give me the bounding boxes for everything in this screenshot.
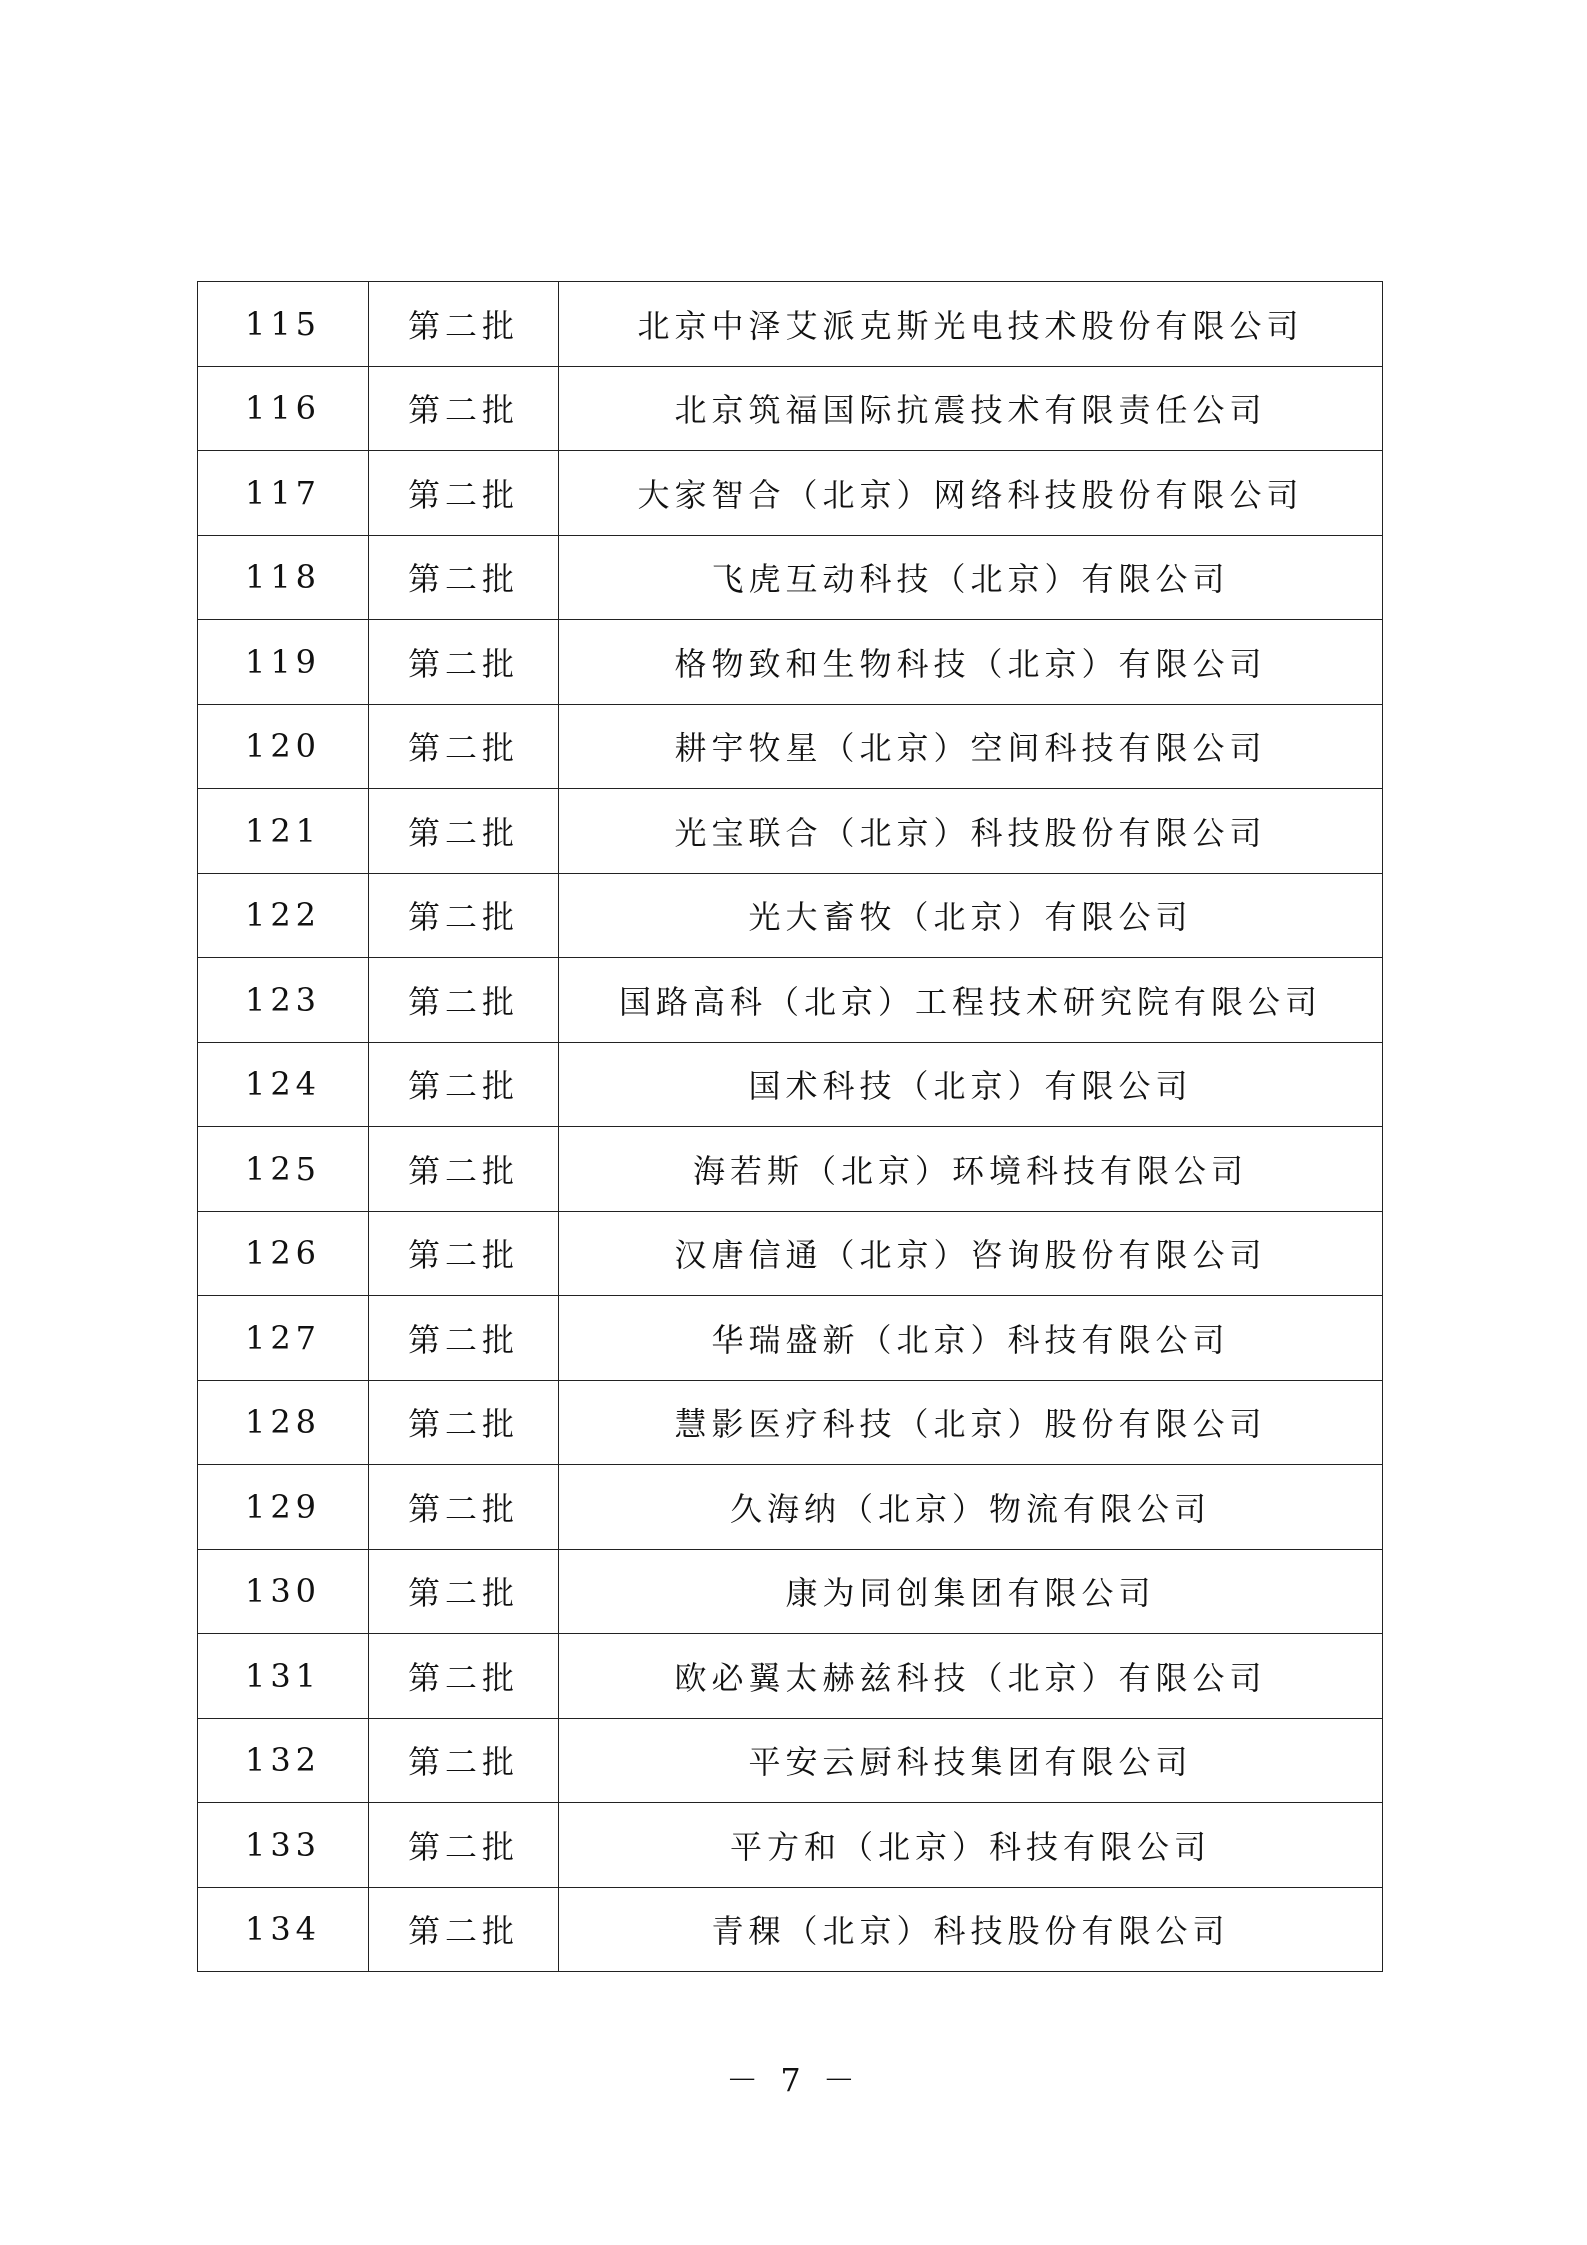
row-number: 123	[198, 958, 369, 1043]
row-company: 北京筑福国际抗震技术有限责任公司	[559, 366, 1383, 451]
row-batch: 第二批	[369, 704, 559, 789]
row-company: 慧影医疗科技（北京）股份有限公司	[559, 1380, 1383, 1465]
row-company: 光宝联合（北京）科技股份有限公司	[559, 789, 1383, 874]
row-company: 汉唐信通（北京）咨询股份有限公司	[559, 1211, 1383, 1296]
row-number: 119	[198, 620, 369, 705]
row-number: 131	[198, 1634, 369, 1719]
table-row	[198, 282, 1383, 367]
row-company: 康为同创集团有限公司	[559, 1549, 1383, 1634]
table-row	[198, 1211, 1383, 1296]
row-company: 青稞（北京）科技股份有限公司	[559, 1887, 1383, 1972]
row-company: 欧必翼太赫兹科技（北京）有限公司	[559, 1634, 1383, 1719]
row-batch: 第二批	[369, 535, 559, 620]
row-company: 光大畜牧（北京）有限公司	[559, 873, 1383, 958]
row-company: 平方和（北京）科技有限公司	[559, 1803, 1383, 1888]
row-number: 115	[198, 282, 369, 367]
table-row	[198, 451, 1383, 536]
row-company: 北京中泽艾派克斯光电技术股份有限公司	[559, 282, 1383, 367]
table-row	[198, 704, 1383, 789]
row-number: 128	[198, 1380, 369, 1465]
row-batch: 第二批	[369, 1887, 559, 1972]
row-batch: 第二批	[369, 958, 559, 1043]
row-batch: 第二批	[369, 1549, 559, 1634]
row-batch: 第二批	[369, 1127, 559, 1212]
company-list-table	[197, 281, 1383, 1972]
row-company: 海若斯（北京）环境科技有限公司	[559, 1127, 1383, 1212]
row-number: 121	[198, 789, 369, 874]
table-row	[198, 1549, 1383, 1634]
row-number: 124	[198, 1042, 369, 1127]
row-number: 130	[198, 1549, 369, 1634]
table-body	[198, 282, 1383, 1972]
row-company: 耕宇牧星（北京）空间科技有限公司	[559, 704, 1383, 789]
row-number: 126	[198, 1211, 369, 1296]
row-number: 116	[198, 366, 369, 451]
row-number: 132	[198, 1718, 369, 1803]
row-company: 国术科技（北京）有限公司	[559, 1042, 1383, 1127]
row-company: 国路高科（北京）工程技术研究院有限公司	[559, 958, 1383, 1043]
row-batch: 第二批	[369, 789, 559, 874]
row-batch: 第二批	[369, 1803, 559, 1888]
row-number: 125	[198, 1127, 369, 1212]
row-batch: 第二批	[369, 1465, 559, 1550]
table-row	[198, 1887, 1383, 1972]
row-batch: 第二批	[369, 1718, 559, 1803]
table-row	[198, 1634, 1383, 1719]
row-company: 大家智合（北京）网络科技股份有限公司	[559, 451, 1383, 536]
row-company: 平安云厨科技集团有限公司	[559, 1718, 1383, 1803]
table-row	[198, 1803, 1383, 1888]
row-batch: 第二批	[369, 366, 559, 451]
row-company: 久海纳（北京）物流有限公司	[559, 1465, 1383, 1550]
row-batch: 第二批	[369, 1634, 559, 1719]
table-row	[198, 620, 1383, 705]
row-batch: 第二批	[369, 873, 559, 958]
table-row	[198, 1296, 1383, 1381]
row-batch: 第二批	[369, 1211, 559, 1296]
table-row	[198, 1465, 1383, 1550]
table-row	[198, 535, 1383, 620]
row-batch: 第二批	[369, 1380, 559, 1465]
table-row	[198, 958, 1383, 1043]
table-row	[198, 1042, 1383, 1127]
row-number: 127	[198, 1296, 369, 1381]
row-batch: 第二批	[369, 1042, 559, 1127]
row-number: 134	[198, 1887, 369, 1972]
row-number: 117	[198, 451, 369, 536]
table-row	[198, 873, 1383, 958]
table-row	[198, 1380, 1383, 1465]
row-number: 122	[198, 873, 369, 958]
page-number: － 7 －	[726, 2061, 861, 2099]
row-number: 129	[198, 1465, 369, 1550]
row-number: 120	[198, 704, 369, 789]
table-row	[198, 366, 1383, 451]
row-batch: 第二批	[369, 282, 559, 367]
row-batch: 第二批	[369, 451, 559, 536]
row-number: 118	[198, 535, 369, 620]
table-row	[198, 789, 1383, 874]
row-company: 飞虎互动科技（北京）有限公司	[559, 535, 1383, 620]
row-batch: 第二批	[369, 620, 559, 705]
table-row	[198, 1718, 1383, 1803]
row-company: 格物致和生物科技（北京）有限公司	[559, 620, 1383, 705]
row-number: 133	[198, 1803, 369, 1888]
table-row	[198, 1127, 1383, 1212]
row-batch: 第二批	[369, 1296, 559, 1381]
row-company: 华瑞盛新（北京）科技有限公司	[559, 1296, 1383, 1381]
